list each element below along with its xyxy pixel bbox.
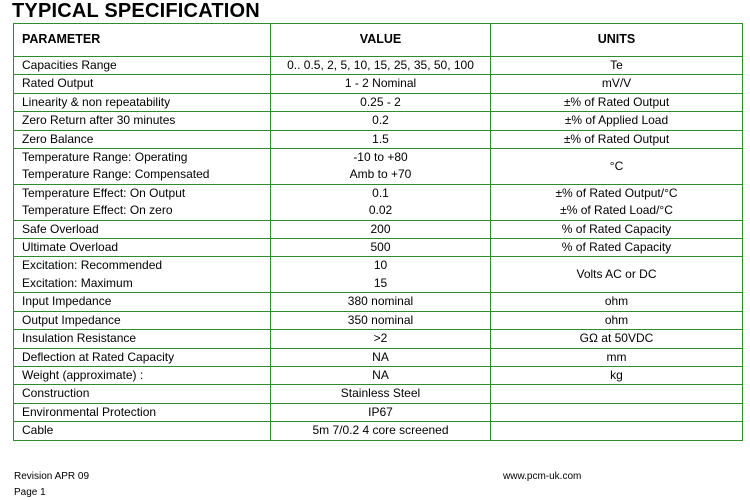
table-row <box>14 403 743 421</box>
parameter-cell: Excitation: Maximum <box>14 275 271 293</box>
value-cell: Amb to +70 <box>271 166 491 184</box>
units-cell: mV/V <box>491 75 743 93</box>
value-cell: 200 <box>271 220 491 238</box>
value-cell: 15 <box>271 275 491 293</box>
units-cell: °C <box>491 149 743 185</box>
parameter-cell: Zero Return after 30 minutes <box>14 112 271 130</box>
value-cell: 1 - 2 Nominal <box>271 75 491 93</box>
units-cell <box>491 385 743 403</box>
table-row <box>14 348 743 366</box>
units-cell: % of Rated Capacity <box>491 220 743 238</box>
table-row <box>14 75 743 93</box>
table-row <box>14 202 743 220</box>
table-row <box>14 385 743 403</box>
value-cell: 0.02 <box>271 202 491 220</box>
units-cell <box>491 403 743 421</box>
parameter-cell: Cable <box>14 422 271 440</box>
units-cell: ohm <box>491 311 743 329</box>
table-row <box>14 422 743 440</box>
parameter-cell: Linearity & non repeatability <box>14 93 271 111</box>
table-row <box>14 311 743 329</box>
value-cell: >2 <box>271 330 491 348</box>
table-row <box>14 330 743 348</box>
units-cell: ohm <box>491 293 743 311</box>
table-row <box>14 239 743 257</box>
revision-label: Revision APR 09 <box>14 471 90 482</box>
value-cell: NA <box>271 348 491 366</box>
parameter-cell: Construction <box>14 385 271 403</box>
table-row <box>14 220 743 238</box>
units-cell: kg <box>491 366 743 384</box>
value-cell: 380 nominal <box>271 293 491 311</box>
parameter-cell: Rated Output <box>14 75 271 93</box>
table-row <box>14 184 743 202</box>
units-cell: GΩ at 50VDC <box>491 330 743 348</box>
table-row <box>14 130 743 148</box>
parameter-cell: Temperature Effect: On Output <box>14 184 271 202</box>
header-parameter: PARAMETER <box>14 24 271 57</box>
parameter-cell: Safe Overload <box>14 220 271 238</box>
header-units: UNITS <box>491 24 743 57</box>
units-cell: ±% of Rated Output/°C <box>491 184 743 202</box>
website-link[interactable]: www.pcm-uk.com <box>503 471 582 482</box>
units-cell: ±% of Rated Output <box>491 130 743 148</box>
units-cell: mm <box>491 348 743 366</box>
parameter-cell: Insulation Resistance <box>14 330 271 348</box>
parameter-cell: Weight (approximate) : <box>14 366 271 384</box>
value-cell: -10 to +80 <box>271 149 491 167</box>
table-row <box>14 149 743 167</box>
table-row <box>14 257 743 275</box>
table-row <box>14 366 743 384</box>
table-row <box>14 112 743 130</box>
units-cell: ±% of Applied Load <box>491 112 743 130</box>
parameter-cell: Ultimate Overload <box>14 239 271 257</box>
value-cell: 0.25 - 2 <box>271 93 491 111</box>
value-cell: Stainless Steel <box>271 385 491 403</box>
table-row <box>14 57 743 75</box>
parameter-cell: Input Impedance <box>14 293 271 311</box>
units-cell: Te <box>491 57 743 75</box>
value-cell: 10 <box>271 257 491 275</box>
value-cell: IP67 <box>271 403 491 421</box>
value-cell: 0.. 0.5, 2, 5, 10, 15, 25, 35, 50, 100 <box>271 57 491 75</box>
table-header-row <box>14 24 743 57</box>
parameter-cell: Temperature Effect: On zero <box>14 202 271 220</box>
header-value: VALUE <box>271 24 491 57</box>
units-cell: % of Rated Capacity <box>491 239 743 257</box>
value-cell: 0.2 <box>271 112 491 130</box>
table-row <box>14 93 743 111</box>
parameter-cell: Temperature Range: Operating <box>14 149 271 167</box>
value-cell: 1.5 <box>271 130 491 148</box>
units-cell <box>491 422 743 440</box>
value-cell: NA <box>271 366 491 384</box>
page-number: Page 1 <box>14 487 46 498</box>
parameter-cell: Output Impedance <box>14 311 271 329</box>
value-cell: 0.1 <box>271 184 491 202</box>
units-cell: ±% of Rated Load/°C <box>491 202 743 220</box>
parameter-cell: Deflection at Rated Capacity <box>14 348 271 366</box>
value-cell: 5m 7/0.2 4 core screened <box>271 422 491 440</box>
parameter-cell: Capacities Range <box>14 57 271 75</box>
specification-table <box>13 23 743 441</box>
value-cell: 500 <box>271 239 491 257</box>
value-cell: 350 nominal <box>271 311 491 329</box>
table-row <box>14 293 743 311</box>
page-title: TYPICAL SPECIFICATION <box>12 0 260 22</box>
parameter-cell: Temperature Range: Compensated <box>14 166 271 184</box>
units-cell: ±% of Rated Output <box>491 93 743 111</box>
parameter-cell: Environmental Protection <box>14 403 271 421</box>
parameter-cell: Excitation: Recommended <box>14 257 271 275</box>
parameter-cell: Zero Balance <box>14 130 271 148</box>
units-cell: Volts AC or DC <box>491 257 743 293</box>
